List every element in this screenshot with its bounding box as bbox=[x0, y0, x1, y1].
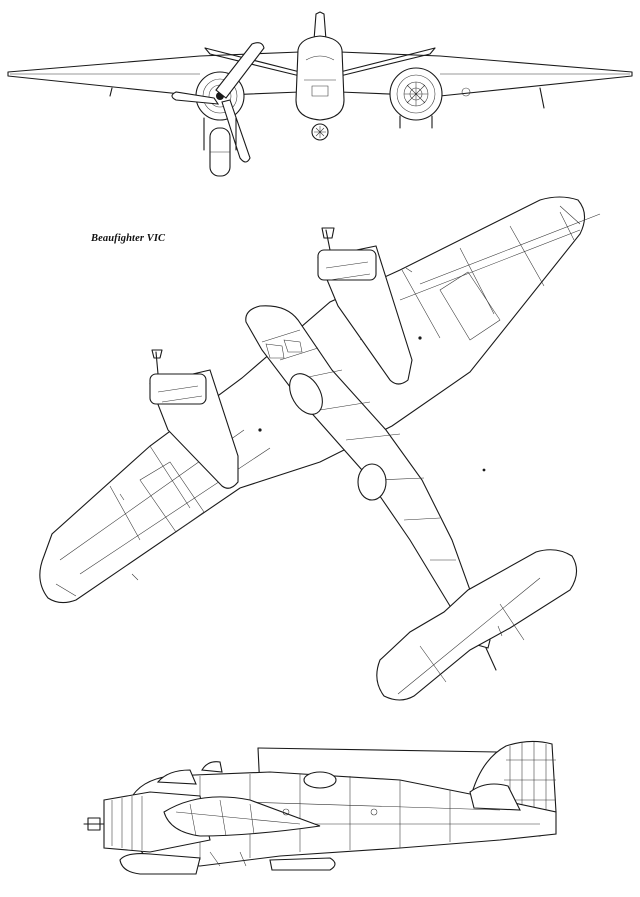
plan-view bbox=[40, 197, 600, 700]
aircraft-caption: Beaufighter VIC bbox=[91, 233, 166, 244]
front-view bbox=[8, 12, 632, 176]
side-view bbox=[84, 741, 556, 874]
